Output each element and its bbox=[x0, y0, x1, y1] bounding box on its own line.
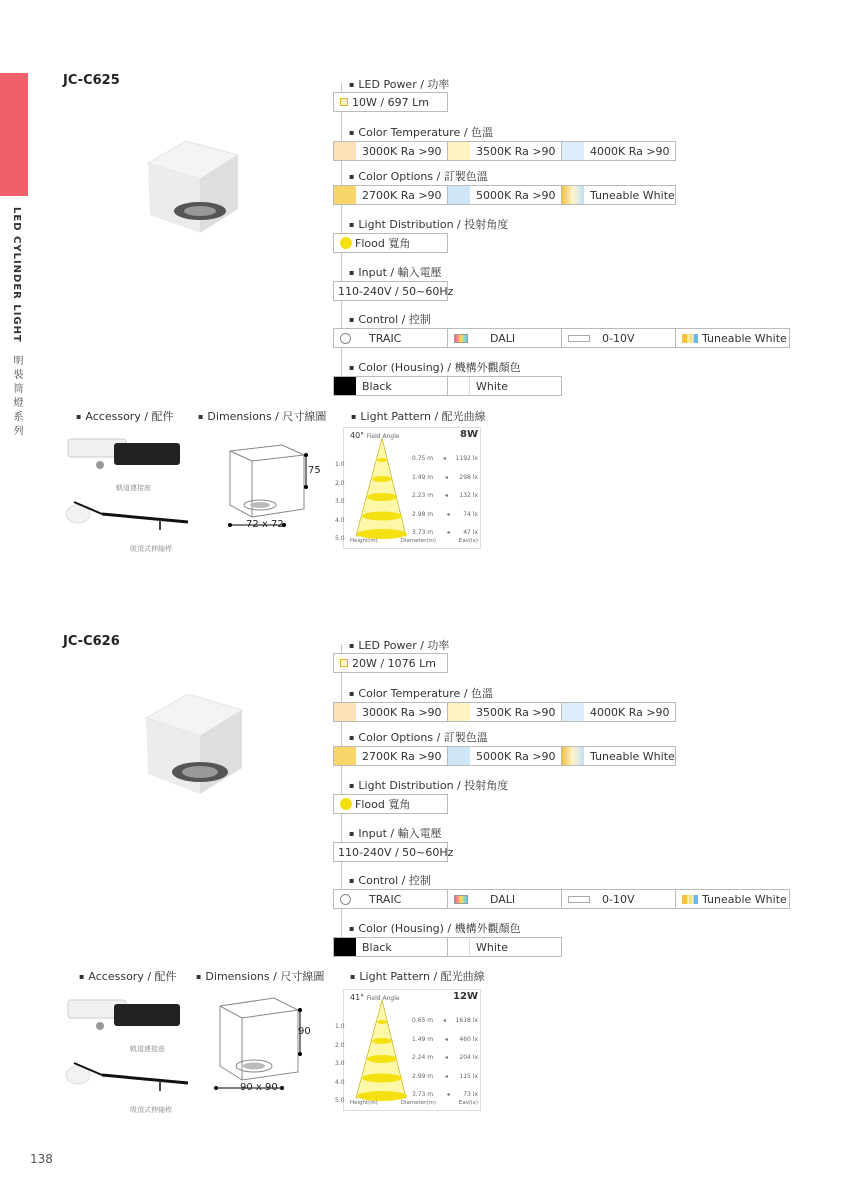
accessory-caption-1: 軌道連接座 bbox=[130, 1045, 165, 1053]
led-power-label: ▪ LED Power / 功率 bbox=[349, 637, 449, 653]
lp-watt: 12W bbox=[453, 991, 478, 1002]
distribution-box: Flood 寬角 bbox=[333, 233, 448, 253]
color-option-2700k: 2700K Ra >90 bbox=[333, 746, 448, 766]
lp-angle: 40° Field Angle bbox=[350, 431, 400, 440]
lp-heights: 1.0 2.0 3.0 4.0 5.0 bbox=[335, 1023, 345, 1104]
color-options-label: ▪ Color Options / 訂製色溫 bbox=[349, 168, 488, 184]
led-icon bbox=[340, 659, 348, 667]
input-label: ▪ Input / 輸入電壓 bbox=[349, 825, 442, 841]
flood-icon bbox=[340, 798, 352, 810]
dimension-height: 75 bbox=[308, 465, 321, 476]
lp-axis-labels: Height(m) Diameter(m) Eav(lx) bbox=[350, 1100, 478, 1106]
product-photo bbox=[138, 133, 248, 243]
dimmer-knob-icon bbox=[340, 894, 351, 905]
control-traic: TRAIC bbox=[333, 889, 448, 909]
lp-heights: 1.0 2.0 3.0 4.0 5.0 bbox=[335, 461, 345, 542]
product-jc-c626 bbox=[0, 634, 849, 1154]
product-photo bbox=[138, 690, 248, 800]
dali-icon bbox=[454, 334, 468, 343]
control-dali: DALI bbox=[447, 328, 562, 348]
section-title-en: LED CYLINDER LIGHT bbox=[11, 207, 22, 343]
dimension-base: 72 x 72 bbox=[246, 519, 284, 530]
led-power-box bbox=[333, 92, 448, 112]
model-name: JC-C625 bbox=[63, 73, 120, 88]
color-temp-3000k: 3000K Ra >90 bbox=[333, 141, 448, 161]
input-box: 110-240V / 50~60Hz bbox=[333, 842, 448, 862]
input-box: 110-240V / 50~60Hz bbox=[333, 281, 448, 301]
extension-rod-image bbox=[62, 496, 192, 536]
light-pattern-chart bbox=[335, 989, 481, 1111]
light-pattern-chart bbox=[335, 427, 481, 549]
housing-white: White bbox=[447, 376, 562, 396]
switch-plate-icon bbox=[568, 896, 590, 903]
distribution-label: ▪ Light Distribution / 投射角度 bbox=[349, 777, 508, 793]
dimension-height: 90 bbox=[298, 1026, 311, 1037]
housing-black: Black bbox=[333, 376, 448, 396]
control-tuneable: Tuneable White bbox=[675, 328, 790, 348]
accessory-caption-2: 吸頂式伸縮桿 bbox=[130, 1106, 172, 1114]
dali-icon bbox=[454, 895, 468, 904]
lp-angle: 41° Field Angle bbox=[350, 993, 400, 1002]
housing-black: Black bbox=[333, 937, 448, 957]
lp-rows: 0.75 m ◂ 1192 lx 1.49 m ◂ 298 lx 2.23 m ◂ 132 lx 2.98 m ◂ 74 lx 3.73 m ◂ 47 lx bbox=[412, 455, 478, 536]
accessory-label: ▪ Accessory / 配件 bbox=[79, 968, 177, 984]
color-temp-3500k: 3500K Ra >90 bbox=[447, 141, 562, 161]
signal-bars-icon bbox=[682, 895, 698, 904]
control-label: ▪ Control / 控制 bbox=[349, 872, 431, 888]
distribution-label: ▪ Light Distribution / 投射角度 bbox=[349, 216, 508, 232]
input-label: ▪ Input / 輸入電壓 bbox=[349, 264, 442, 280]
switch-plate-icon bbox=[568, 335, 590, 342]
control-0-10v: 0-10V bbox=[561, 889, 676, 909]
extension-rod-image bbox=[62, 1057, 192, 1097]
lp-watt: 8W bbox=[460, 429, 478, 440]
section-title-cn: 明裝筒燈系列 bbox=[11, 355, 22, 440]
signal-bars-icon bbox=[682, 334, 698, 343]
dimensions-label: ▪ Dimensions / 尺寸線圖 bbox=[196, 968, 324, 984]
control-tuneable: Tuneable White bbox=[675, 889, 790, 909]
color-option-5000k: 5000K Ra >90 bbox=[447, 185, 562, 205]
control-dali: DALI bbox=[447, 889, 562, 909]
housing-white: White bbox=[447, 937, 562, 957]
led-power-box bbox=[333, 653, 448, 673]
led-power-value: 20W / 1076 Lm bbox=[352, 656, 436, 670]
model-name: JC-C626 bbox=[63, 634, 120, 649]
flood-icon bbox=[340, 237, 352, 249]
color-temp-label: ▪ Color Temperature / 色溫 bbox=[349, 124, 493, 140]
color-temp-4000k: 4000K Ra >90 bbox=[561, 141, 676, 161]
led-power-label: ▪ LED Power / 功率 bbox=[349, 76, 449, 92]
led-icon bbox=[340, 98, 348, 106]
led-power-value: 10W / 697 Lm bbox=[352, 95, 429, 109]
control-label: ▪ Control / 控制 bbox=[349, 311, 431, 327]
control-traic: TRAIC bbox=[333, 328, 448, 348]
color-option-2700k: 2700K Ra >90 bbox=[333, 185, 448, 205]
lp-axis-labels: Height(m) Diameter(m) Eav(lx) bbox=[350, 538, 478, 544]
dimensions-label: ▪ Dimensions / 尺寸線圖 bbox=[198, 408, 326, 424]
color-option-tuneable: Tuneable White bbox=[561, 185, 676, 205]
track-adapter-image bbox=[66, 992, 186, 1034]
housing-label: ▪ Color (Housing) / 機構外觀顏色 bbox=[349, 920, 521, 936]
light-pattern-label: ▪ Light Pattern / 配光曲線 bbox=[350, 968, 485, 984]
page-number: 138 bbox=[30, 1152, 53, 1166]
color-temp-3500k: 3500K Ra >90 bbox=[447, 702, 562, 722]
color-options-label: ▪ Color Options / 訂製色溫 bbox=[349, 729, 488, 745]
lp-rows: 0.65 m ◂ 1618 lx 1.49 m ◂ 460 lx 2.24 m ◂ 204 lx 2.99 m ◂ 115 lx 3.73 m ◂ 73 lx bbox=[412, 1017, 478, 1098]
control-0-10v: 0-10V bbox=[561, 328, 676, 348]
color-option-5000k: 5000K Ra >90 bbox=[447, 746, 562, 766]
color-option-tuneable: Tuneable White bbox=[561, 746, 676, 766]
housing-label: ▪ Color (Housing) / 機構外觀顏色 bbox=[349, 359, 521, 375]
light-pattern-label: ▪ Light Pattern / 配光曲線 bbox=[351, 408, 486, 424]
distribution-box: Flood 寬角 bbox=[333, 794, 448, 814]
track-adapter-image bbox=[66, 431, 186, 473]
color-temp-4000k: 4000K Ra >90 bbox=[561, 702, 676, 722]
dimension-base: 90 x 90 bbox=[240, 1082, 278, 1093]
color-temp-3000k: 3000K Ra >90 bbox=[333, 702, 448, 722]
accessory-caption-2: 吸頂式伸縮桿 bbox=[130, 545, 172, 553]
accessory-caption-1: 軌道連接座 bbox=[116, 484, 151, 492]
product-jc-c625 bbox=[0, 73, 849, 593]
dimmer-knob-icon bbox=[340, 333, 351, 344]
color-temp-label: ▪ Color Temperature / 色溫 bbox=[349, 685, 493, 701]
accessory-label: ▪ Accessory / 配件 bbox=[76, 408, 174, 424]
